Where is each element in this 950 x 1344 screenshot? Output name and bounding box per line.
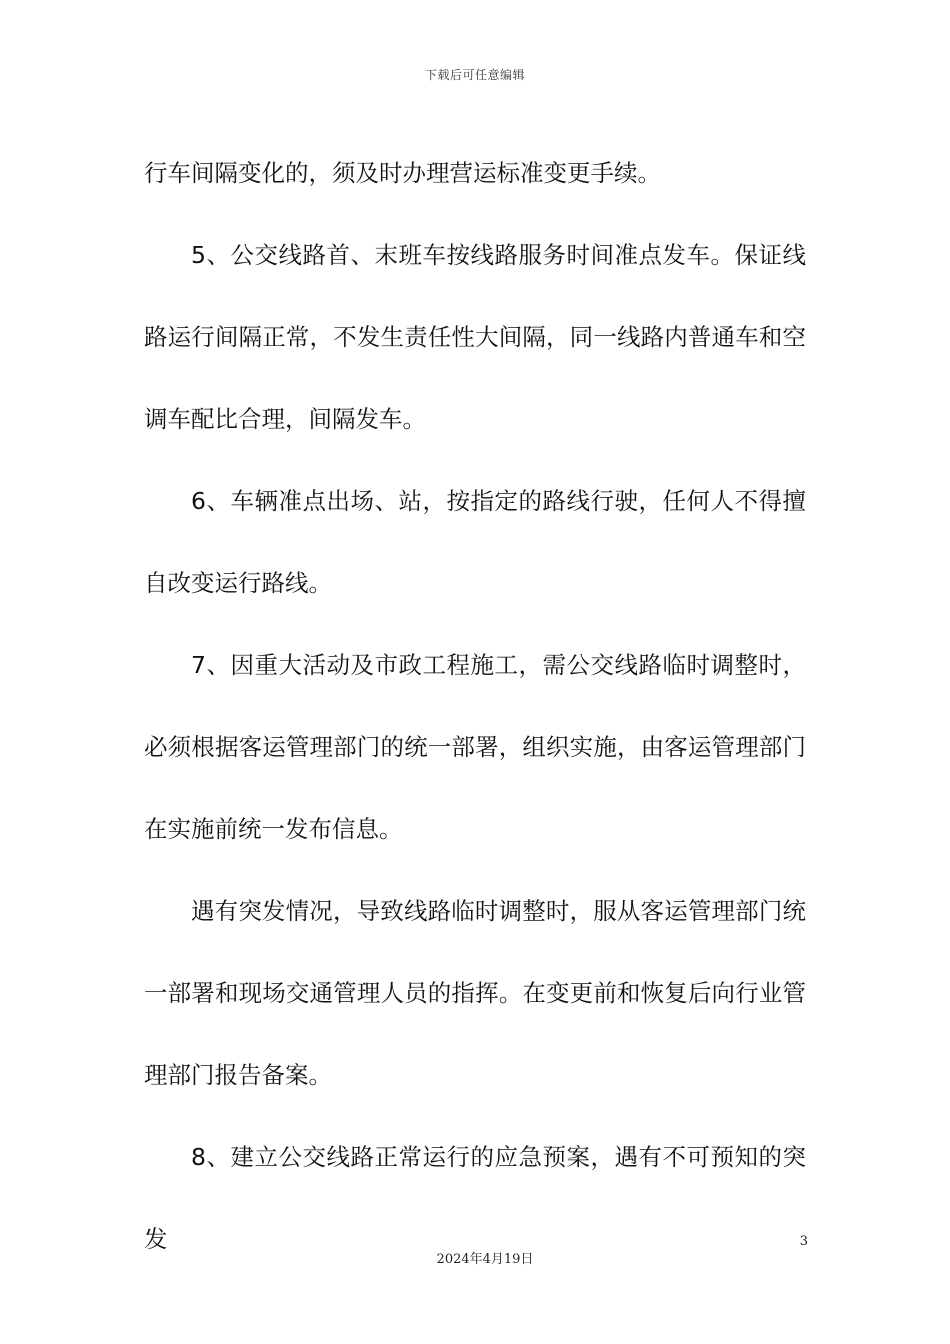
paragraph-continuation: 行车间隔变化的，须及时办理营运标准变更手续。: [144, 159, 661, 187]
footer-date: 2024年4月19日: [436, 1252, 534, 1267]
paragraph-item-7: 7、因重大活动及市政工程施工，需公交线路临时调整时，必须根据客运管理部门的统一部署，组织实施，由客运管理部门在实施前统一发布信息。: [144, 651, 806, 843]
document-body: [144, 132, 806, 1280]
page-number: 3: [799, 1234, 808, 1249]
paragraph-emergency: 遇有突发情况，导致线路临时调整时，服从客运管理部门统一部署和现场交通管理人员的指挥。在变更前和恢复后向行业管理部门报告备案。: [144, 897, 806, 1089]
header-note: 下载后可任意编辑: [424, 68, 525, 82]
paragraph-item-5: 5、公交线路首、末班车按线路服务时间准点发车。保证线路运行间隔正常，不发生责任性大间隔，同一线路内普通车和空调车配比合理，间隔发车。: [144, 241, 806, 433]
paragraph-item-8: 8、建立公交线路正常运行的应急预案，遇有不可预知的突发: [144, 1143, 806, 1253]
paragraph-item-6: 6、车辆准点出场、站，按指定的路线行驶，任何人不得擅自改变运行路线。: [144, 487, 806, 597]
